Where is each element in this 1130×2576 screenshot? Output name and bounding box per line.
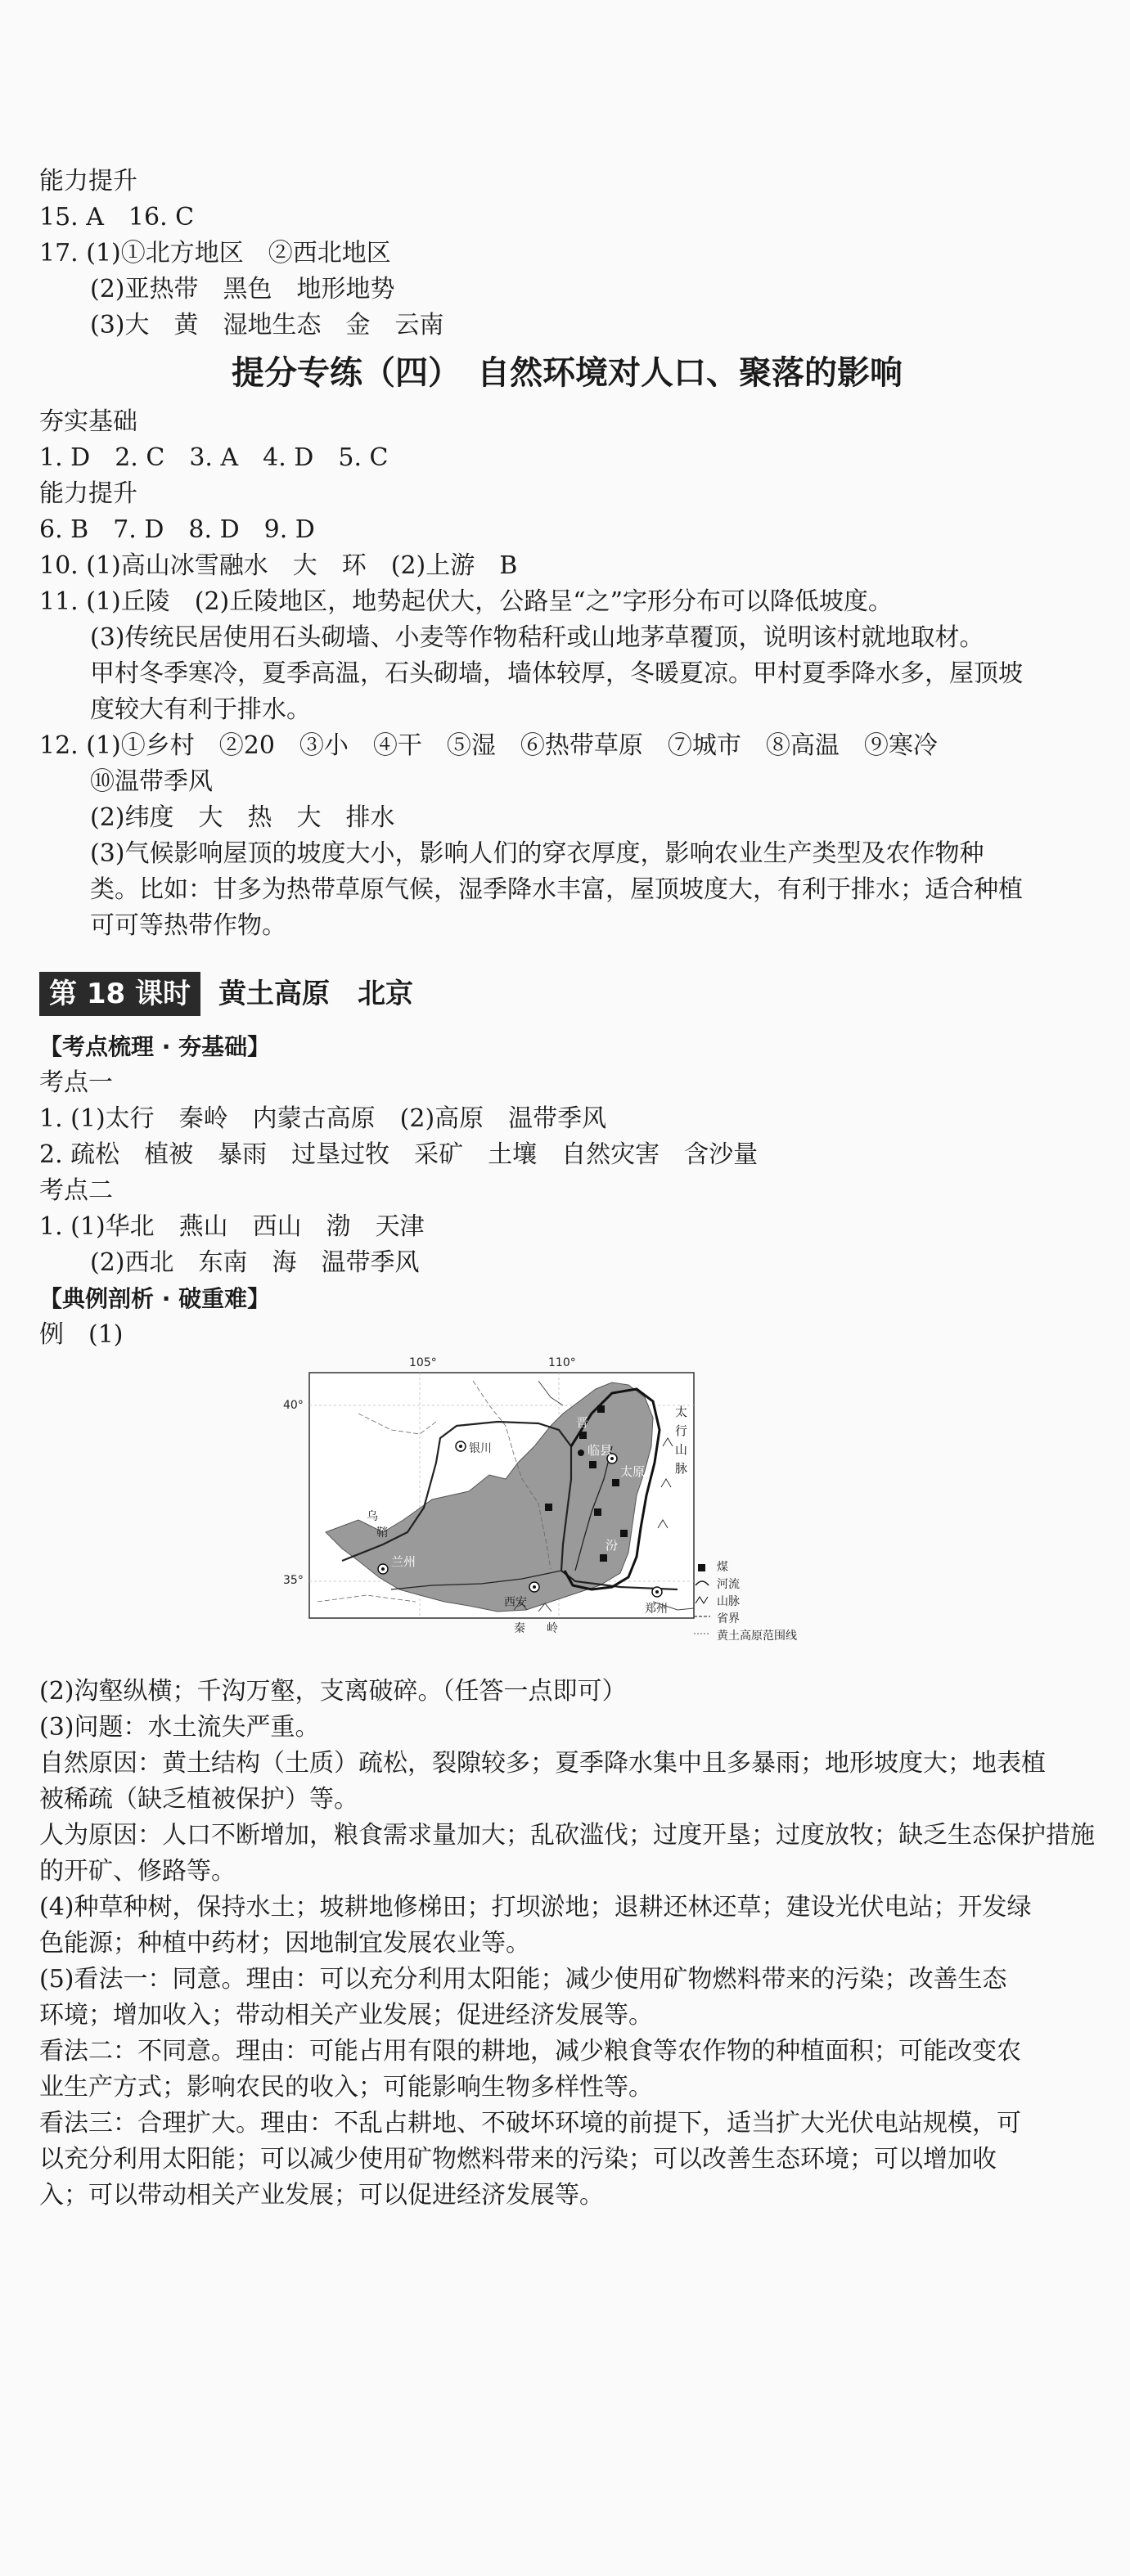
mountain-label: 太行山脉 — [673, 1405, 688, 1481]
answer-line: 自然原因：黄土结构（土质）疏松，裂隙较多；夏季降水集中且多暴雨；地形坡度大；地表植 — [39, 1749, 1046, 1778]
lesson-badge: 第 18 课时 — [39, 972, 200, 1016]
answer-line: 17. (1)①北方地区 ②西北地区 — [39, 239, 391, 267]
answer-line: 11. (1)丘陵 (2)丘陵地区，地势起伏大，公路呈“之”字形分布可以降低坡度。 — [39, 587, 893, 616]
answer-line: 15. A 16. C — [39, 203, 195, 232]
lat-label: 35° — [283, 1574, 304, 1587]
answer-line: (3)大 黄 湿地生态 金 云南 — [90, 311, 444, 339]
answer-line: 可可等热带作物。 — [90, 911, 286, 940]
map-label: 晋 — [576, 1415, 589, 1430]
coal-marker — [589, 1461, 597, 1468]
answer-page — [39, 164, 1095, 2214]
answer-line: 2. 疏松 植被 暴雨 过垦过牧 采矿 土壤 自然灾害 含沙量 — [39, 1140, 759, 1169]
answer-line: 环境；增加收入；带动相关产业发展；促进经济发展等。 — [39, 2001, 653, 2030]
answer-line: 类。比如：甘多为热带草原气候，湿季降水丰富，屋顶坡度大，有利于排水；适合种植 — [90, 875, 1023, 904]
coal-marker — [579, 1432, 587, 1439]
section-heading: 能力提升 — [39, 479, 137, 508]
answer-line: (3)气候影响屋顶的坡度大小，影响人们的穿衣厚度，影响农业生产类型及农作物种 — [90, 839, 984, 868]
coal-marker — [620, 1530, 628, 1537]
city-label: 银川 — [469, 1442, 492, 1455]
coal-marker — [597, 1405, 605, 1413]
legend-item: 河流 — [717, 1578, 740, 1591]
legend-item: 煤 — [717, 1561, 728, 1574]
bracket-heading: 【考点梳理 · 夯基础】 — [39, 1033, 271, 1060]
answer-line: 业生产方式；影响农民的收入；可能影响生物多样性等。 — [39, 2073, 653, 2102]
loess-plateau-map — [268, 1356, 874, 1667]
answer-line: 10. (1)高山冰雪融水 大 环 (2)上游 B — [39, 551, 518, 580]
coal-marker — [594, 1508, 601, 1516]
answer-line: (2)亚热带 黑色 地形地势 — [90, 275, 395, 303]
answer-line: 1. (1)太行 秦岭 内蒙古高原 (2)高原 温带季风 — [39, 1104, 607, 1133]
lon-label: 110° — [548, 1356, 576, 1369]
answer-line: 看法二：不同意。理由：可能占用有限的耕地，减少粮食等农作物的种植面积；可能改变农 — [39, 2037, 1021, 2066]
answer-line: 以充分利用太阳能；可以减少使用矿物燃料带来的污染；可以改善生态环境；可以增加收 — [39, 2145, 997, 2174]
map-label: 鞘 — [376, 1526, 388, 1540]
city-label: 兰州 — [391, 1554, 416, 1569]
answer-line: (3)问题：水土流失严重。 — [39, 1713, 320, 1742]
map-label: 乌 — [367, 1510, 378, 1523]
section-heading: 考点一 — [39, 1068, 113, 1097]
page-title: 提分专练（四） 自然环境对人口、聚落的影响 — [232, 354, 903, 392]
answer-line: (2)纬度 大 热 大 排水 — [90, 803, 395, 832]
example-label: 例 (1) — [39, 1320, 124, 1349]
answer-line: 12. (1)①乡村 ②20 ③小 ④干 ⑤湿 ⑥热带草原 ⑦城市 ⑧高温 ⑨寒冷 — [39, 731, 938, 760]
bracket-heading: 【典例剖析 · 破重难】 — [39, 1285, 271, 1312]
answer-line: 度较大有利于排水。 — [90, 695, 311, 724]
answer-line: 1. (1)华北 燕山 西山 渤 天津 — [39, 1212, 425, 1241]
answer-line: 1. D 2. C 3. A 4. D 5. C — [39, 443, 389, 472]
answer-line: 看法三：合理扩大。理由：不乱占耕地、不破坏环境的前提下，适当扩大光伏电站规模，可 — [39, 2109, 1021, 2138]
section-heading: 能力提升 — [39, 167, 137, 196]
answer-line: 被稀疏（缺乏植被保护）等。 — [39, 1785, 358, 1814]
answer-line: 的开矿、修路等。 — [39, 1857, 236, 1886]
lon-label: 105° — [409, 1356, 437, 1369]
town-linxian — [578, 1450, 584, 1456]
city-label: 西安 — [504, 1596, 527, 1609]
answer-line: 6. B 7. D 8. D 9. D — [39, 515, 315, 544]
answer-line: 人为原因：人口不断增加，粮食需求量加大；乱砍滥伐；过度开垦；过度放牧；缺乏生态保护措施 — [39, 1821, 1095, 1850]
map-label: 汾 — [606, 1538, 619, 1553]
map-legend — [694, 1559, 797, 1645]
answer-line: ⑩温带季风 — [90, 767, 213, 796]
section-heading: 夯实基础 — [39, 407, 137, 436]
coal-marker — [545, 1504, 552, 1511]
answer-line: (2)沟壑纵横；千沟万壑，支离破碎。（任答一点即可） — [39, 1677, 627, 1706]
coal-marker — [612, 1479, 619, 1486]
map-label: 岭 — [547, 1622, 558, 1635]
map-label: 秦 — [514, 1622, 525, 1635]
section-heading: 考点二 — [39, 1176, 113, 1205]
answer-line: 入；可以带动相关产业发展；可以促进经济发展等。 — [39, 2181, 604, 2210]
legend-item: 黄土高原范围线 — [717, 1630, 797, 1643]
answer-line: (2)西北 东南 海 温带季风 — [90, 1248, 420, 1277]
lesson-header — [39, 972, 1095, 1016]
coal-marker — [600, 1554, 607, 1562]
answer-line: (3)传统民居使用石头砌墙、小麦等作物秸秆或山地茅草覆顶，说明该村就地取材。 — [90, 623, 984, 652]
legend-item: 山脉 — [717, 1595, 740, 1608]
answer-line: 甲村冬季寒冷，夏季高温，石头砌墙，墙体较厚，冬暖夏凉。甲村夏季降水多，屋顶坡 — [90, 659, 1023, 688]
city-label: 太原 — [620, 1464, 646, 1479]
city-label: 郑州 — [645, 1603, 668, 1616]
lat-label: 40° — [283, 1399, 304, 1412]
city-label: 临县 — [588, 1443, 613, 1458]
answer-line: (5)看法一：同意。理由：可以充分利用太阳能；减少使用矿物燃料带来的污染；改善生态 — [39, 1965, 1007, 1994]
lesson-title: 黄土高原 北京 — [218, 978, 413, 1010]
legend-item: 省界 — [717, 1612, 740, 1625]
answer-line: (4)种草种树，保持水土；坡耕地修梯田；打坝淤地；退耕还林还草；建设光伏电站；开发绿 — [39, 1893, 1032, 1922]
answer-line: 色能源；种植中药材；因地制宜发展农业等。 — [39, 1929, 530, 1958]
